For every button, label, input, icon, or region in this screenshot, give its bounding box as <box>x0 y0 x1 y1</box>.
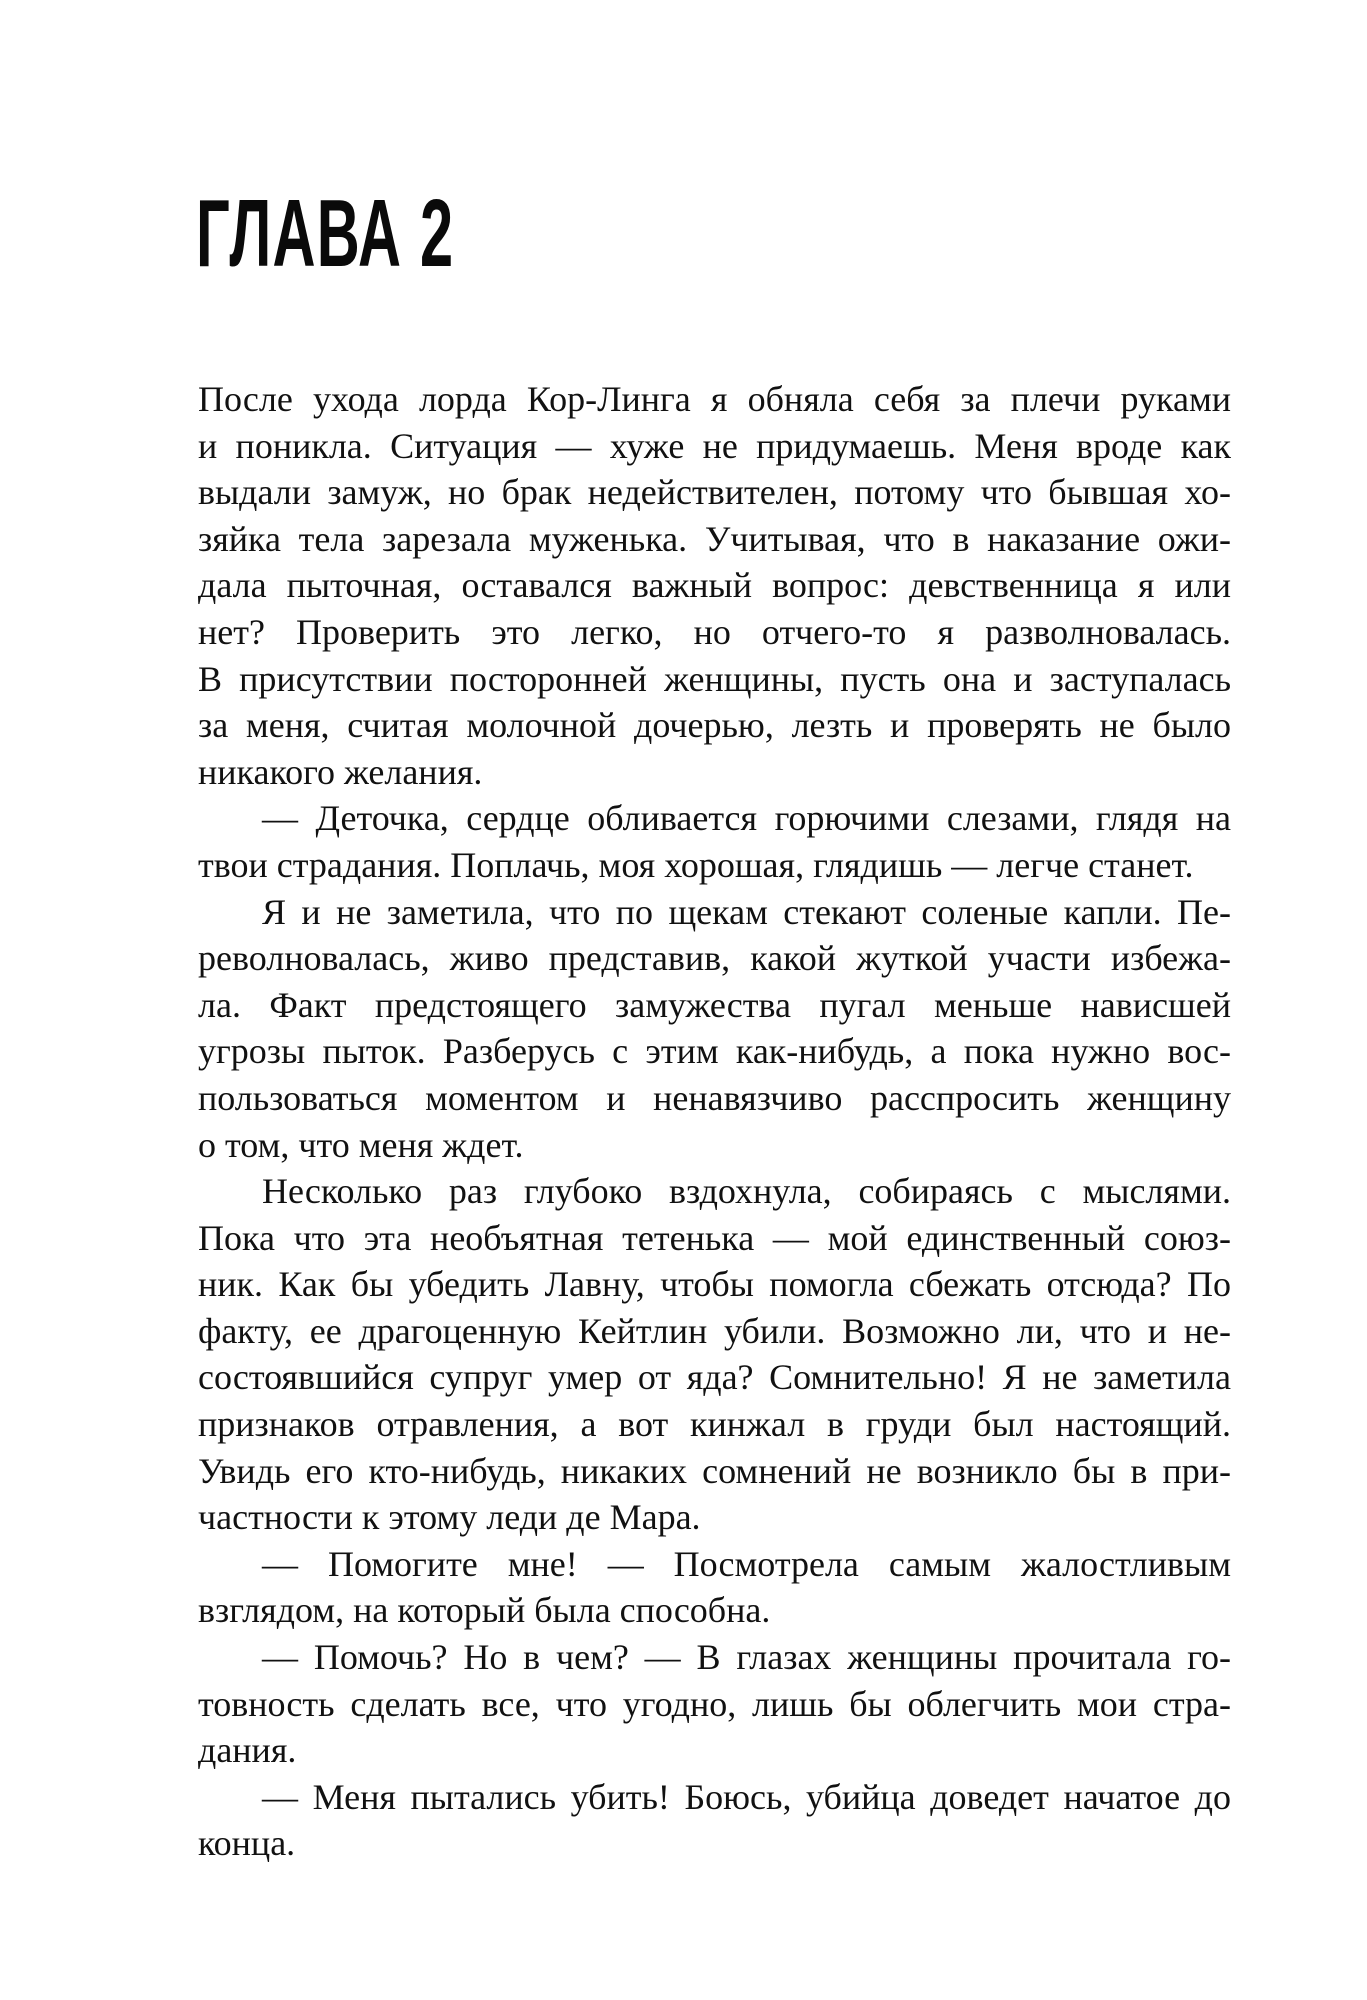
text-line: — Помогите мне! — Посмотрела самым жалостливым <box>262 1543 1231 1584</box>
text-line: конца. <box>198 1823 296 1864</box>
text-line: зяйка тела зарезала муженька. Учитывая, что в наказание ожи- <box>198 518 1231 559</box>
text-line: угрозы пыток. Разберусь с этим как-нибудь, а пока нужно вос- <box>198 1031 1231 1072</box>
text-line: выдали замуж, но брак недействителен, потому что бывшая хо- <box>198 472 1231 513</box>
text-line: состоявшийся супруг умер от яда? Сомнительно! Я не заметила <box>198 1357 1231 1398</box>
text-line: револновалась, живо представив, какой жуткой участи избежа- <box>198 938 1231 979</box>
chapter-title: ГЛАВА 2 <box>196 180 455 287</box>
text-line: — Помочь? Но в чем? — В глазах женщины прочитала го- <box>262 1637 1231 1678</box>
text-line: взглядом, на который была способна. <box>198 1590 771 1631</box>
text-line: нет? Проверить это легко, но отчего-то я разволновалась. <box>198 611 1231 652</box>
text-line: Несколько раз глубоко вздохнула, собираясь с мыслями. <box>262 1171 1231 1212</box>
text-line: В присутствии посторонней женщины, пусть она и заступалась <box>198 658 1231 699</box>
text-line: — Деточка, сердце обливается горючими слезами, глядя на <box>262 798 1231 839</box>
text-line: и поникла. Ситуация — хуже не придумаешь. Меня вроде как <box>198 425 1231 466</box>
chapter-body-text <box>198 376 1231 1867</box>
text-line: никакого желания. <box>198 751 483 792</box>
text-line: товность сделать все, что угодно, лишь бы облегчить мои стра- <box>198 1683 1231 1724</box>
text-line: Увидь его кто-нибудь, никаких сомнений не возникло бы в при- <box>198 1450 1231 1491</box>
text-line: ник. Как бы убедить Лавну, чтобы помогла сбежать отсюда? По <box>198 1264 1231 1305</box>
text-line: факту, ее драгоценную Кейтлин убили. Возможно ли, что и не- <box>198 1310 1231 1351</box>
text-line: за меня, считая молочной дочерью, лезть и проверять не было <box>198 705 1231 746</box>
text-line: пользоваться моментом и ненавязчиво расспросить женщину <box>198 1077 1231 1118</box>
text-line: Я и не заметила, что по щекам стекают соленые капли. Пе- <box>262 891 1231 932</box>
text-line: дала пыточная, оставался важный вопрос: девственница я или <box>198 565 1231 606</box>
text-line: Пока что эта необъятная тетенька — мой единственный союз- <box>198 1217 1231 1258</box>
text-line: ла. Факт предстоящего замужества пугал меньше нависшей <box>198 984 1231 1025</box>
text-line: частности к этому леди де Мара. <box>198 1497 701 1538</box>
text-line: признаков отравления, а вот кинжал в груди был настоящий. <box>198 1404 1231 1445</box>
text-line: — Меня пытались убить! Боюсь, убийца доведет начатое до <box>262 1776 1231 1817</box>
text-line: дания. <box>198 1730 297 1771</box>
text-line: твои страдания. Поплачь, моя хорошая, глядишь — легче станет. <box>198 844 1194 885</box>
text-line: о том, что меня ждет. <box>198 1124 524 1165</box>
text-line: После ухода лорда Кор-Линга я обняла себя за плечи руками <box>198 379 1231 419</box>
